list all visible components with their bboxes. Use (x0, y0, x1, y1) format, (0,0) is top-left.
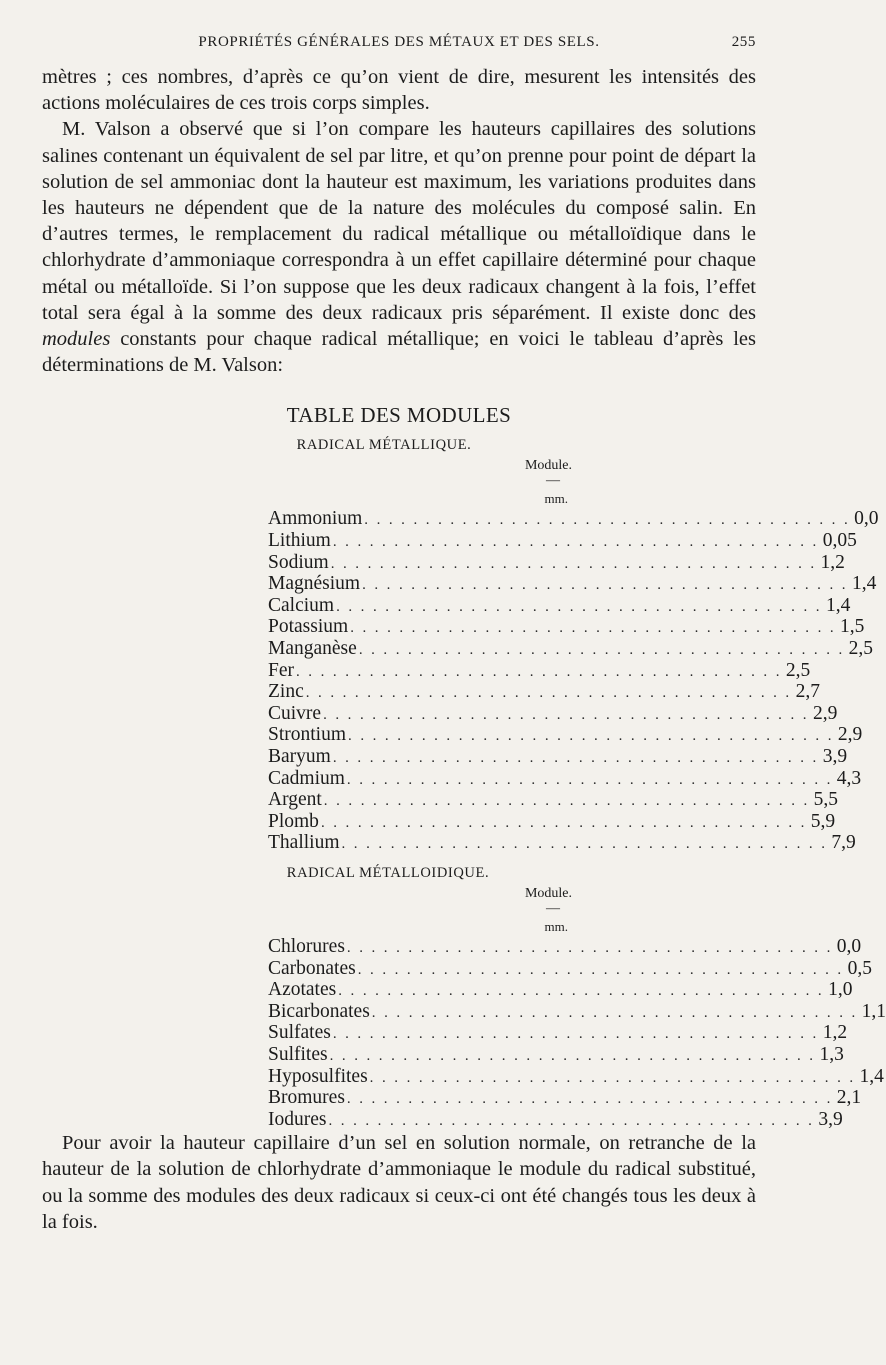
metalloidic-row (268, 1043, 844, 1066)
metallic-name: Sodium (268, 551, 329, 573)
metallic-row (268, 810, 836, 833)
dot-leader: . . . . . . . . . . . . . . . . . . . . . . . . . . . . . . . . . . . . . . . . (346, 939, 833, 956)
metallic-name: Argent (268, 789, 322, 811)
metalloidic-name: Sulfates (268, 1022, 331, 1044)
metalloidic-name: Bromures (268, 1087, 345, 1109)
paragraph-2 (42, 116, 756, 378)
dot-leader: . . . . . . . . . . . . . . . . . . . . . . . . . . . . . . . . . . . . . . . . (323, 706, 809, 723)
metallic-value: 2,5 (785, 659, 811, 681)
metalloidic-name: Bicarbonates (268, 1000, 370, 1022)
metallic-name: Plomb (268, 810, 319, 832)
metallic-value: 2,9 (837, 724, 863, 746)
metallic-value: 0,0 (854, 508, 879, 530)
metalloidic-value: 1,3 (819, 1043, 844, 1065)
metallic-row (268, 508, 879, 530)
metallic-name: Calcium (268, 594, 335, 616)
metalloidic-value: 1,1 (861, 1000, 886, 1022)
dot-leader: . . . . . . . . . . . . . . . . . . . . . . . . . . . . . . . . . . . . . . . . (362, 577, 848, 594)
metalloidic-value: 0,0 (836, 935, 862, 957)
metallic-name: Lithium (268, 530, 331, 552)
metalloidic-row (268, 935, 862, 958)
metalloidic-name: Iodures (268, 1108, 327, 1130)
metallic-name: Magnésium (268, 573, 361, 595)
metalloidic-table (268, 884, 886, 1130)
dot-leader: . . . . . . . . . . . . . . . . . . . . . . . . . . . . . . . . . . . . . . . . (323, 793, 810, 810)
dot-leader: . . . . . . . . . . . . . . . . . . . . . . . . . . . . . . . . . . . . . . . . (358, 642, 845, 658)
metallic-name: Fer (268, 659, 294, 681)
paragraph-2-emphasis: modules (42, 328, 111, 351)
metallic-row (268, 745, 848, 768)
dot-leader: . . . . . . . . . . . . . . . . . . . . . . . . . . . . . . . . . . . . . . . . (341, 836, 828, 853)
dot-leader: . . . . . . . . . . . . . . . . . . . . . . . . . . . . . . . . . . . . . . . . (332, 1026, 819, 1043)
metalloidic-column-header: Module. (524, 885, 572, 901)
metalloidic-heading: RADICAL MÉTALLOIDIQUE. (286, 864, 490, 881)
dot-leader: . . . . . . . . . . . . . . . . . . . . . . . . . . . . . . . . . . . . . . . . (357, 961, 844, 978)
metallic-row (268, 573, 877, 595)
metallic-value: 7,9 (831, 832, 856, 854)
table-title: TABLE DES MODULES (286, 403, 512, 428)
metallic-value: 5,9 (810, 810, 836, 832)
metalloidic-row (268, 1022, 848, 1044)
metalloidic-value: 1,4 (859, 1065, 884, 1087)
metallic-name: Zinc (268, 681, 304, 703)
dot-leader: . . . . . . . . . . . . . . . . . . . . . . . . . . . . . . . . . . . . . . . . (346, 771, 833, 788)
metallic-value: 3,9 (822, 745, 848, 767)
metallic-value: 1,5 (840, 616, 865, 638)
metalloidic-row (268, 979, 853, 1001)
metallic-name: Manganèse (268, 638, 357, 659)
metallic-row (268, 616, 865, 638)
dot-leader: . . . . . . . . . . . . . . . . . . . . . . . . . . . . . . . . . . . . . . . . (336, 598, 822, 615)
dot-leader: . . . . . . . . . . . . . . . . . . . . . . . . . . . . . . . . . . . . . . . . (332, 749, 819, 766)
paragraph-1: mètres ; ces nombres, d’après ce qu’on vient de dire, mesurent les intensités des actions moléculaires de ces trois corps simples. (42, 66, 756, 115)
dot-leader: . . . . . . . . . . . . . . . . . . . . . . . . . . . . . . . . . . . . . . . . (330, 555, 817, 572)
dot-leader: . . . . . . . . . . . . . . . . . . . . . . . . . . . . . . . . . . . . . . . . (371, 1004, 858, 1021)
dot-leader: . . . . . . . . . . . . . . . . . . . . . . . . . . . . . . . . . . . . . . . . (332, 534, 819, 551)
dot-leader: . . . . . . . . . . . . . . . . . . . . . . . . . . . . . . . . . . . . . . . . (328, 1112, 815, 1129)
metallic-unit: mm. (544, 491, 568, 507)
page-number: 255 (731, 34, 756, 50)
metallic-value: 0,05 (822, 530, 857, 552)
metallic-row (268, 551, 845, 574)
metalloidic-column-dash: — (546, 900, 560, 916)
metallic-row (268, 832, 856, 854)
metalloidic-row (268, 1065, 884, 1088)
metalloidic-value: 1,2 (822, 1022, 848, 1044)
metallic-value: 1,2 (820, 551, 845, 573)
dot-leader: . . . . . . . . . . . . . . . . . . . . . . . . . . . . . . . . . . . . . . . . (364, 512, 851, 529)
metallic-heading: RADICAL MÉTALLIQUE. (296, 437, 472, 454)
paragraph-3: Pour avoir la hauteur capillaire d’un sel en solution normale, on retranche de la hauteur de la solution de chlorhydrate d’ammoniaque le module du radical substitué, ou la somme des modules des deux radicaux si ceux-ci ont été changés tous les deux à la fois. (42, 1132, 756, 1233)
metallic-row (268, 638, 874, 660)
running-header (42, 20, 756, 64)
metalloidic-name: Chlorures (268, 935, 345, 957)
metallic-value: 2,7 (795, 681, 820, 703)
metalloidic-row (268, 1108, 843, 1131)
dot-leader: . . . . . . . . . . . . . . . . . . . . . . . . . . . . . . . . . . . . . . . . (348, 728, 834, 745)
metallic-value: 1,4 (825, 594, 851, 616)
metallic-row (268, 594, 851, 617)
metallic-row (268, 659, 811, 682)
dot-leader: . . . . . . . . . . . . . . . . . . . . . . . . . . . . . . . . . . . . . . . . (346, 1091, 833, 1108)
metalloidic-rows (268, 935, 886, 1130)
metallic-name: Cuivre (268, 702, 322, 724)
metallic-row (268, 789, 839, 811)
dot-leader: . . . . . . . . . . . . . . . . . . . . . . . . . . . . . . . . . . . . . . . . (338, 983, 825, 1000)
metallic-name: Ammonium (268, 508, 363, 530)
metallic-column-dash: — (546, 473, 560, 489)
metallic-row (268, 681, 820, 703)
metalloidic-row (268, 1000, 886, 1023)
metalloidic-value: 3,9 (818, 1108, 843, 1130)
metallic-name: Thallium (268, 832, 340, 854)
metalloidic-unit: mm. (544, 918, 568, 934)
metallic-rows (268, 508, 879, 854)
metallic-row (268, 702, 838, 725)
metallic-name: Cadmium (268, 767, 345, 789)
metallic-value: 1,4 (851, 573, 877, 595)
metallic-value: 2,5 (848, 638, 874, 659)
dot-leader: . . . . . . . . . . . . . . . . . . . . . . . . . . . . . . . . . . . . . . . . (369, 1069, 856, 1086)
dot-leader: . . . . . . . . . . . . . . . . . . . . . . . . . . . . . . . . . . . . . . . . (305, 685, 792, 702)
paragraph-2-text-b: constants pour chaque radical métallique; en voici le tableau d’après les déterminations de M. Valson: (42, 328, 757, 377)
metalloidic-row (268, 957, 872, 980)
metalloidic-name: Sulfites (268, 1043, 328, 1065)
running-title: PROPRIÉTÉS GÉNÉRALES DES MÉTAUX ET DES SELS. (198, 34, 600, 50)
dot-leader: . . . . . . . . . . . . . . . . . . . . . . . . . . . . . . . . . . . . . . . . (350, 620, 837, 637)
dot-leader: . . . . . . . . . . . . . . . . . . . . . . . . . . . . . . . . . . . . . . . . (320, 814, 807, 831)
metallic-row (268, 767, 862, 790)
dot-leader: . . . . . . . . . . . . . . . . . . . . . . . . . . . . . . . . . . . . . . . . (329, 1047, 816, 1064)
metalloidic-name: Azotates (268, 979, 337, 1001)
metalloidic-value: 0,5 (847, 957, 872, 979)
metalloidic-row (268, 1087, 862, 1109)
metallic-value: 2,9 (812, 702, 838, 724)
metallic-row (268, 530, 857, 552)
metallic-value: 5,5 (813, 789, 839, 811)
metallic-name: Strontium (268, 724, 347, 746)
metallic-name: Baryum (268, 745, 331, 767)
metallic-row (268, 724, 863, 746)
metalloidic-value: 2,1 (836, 1087, 862, 1109)
metalloidic-name: Carbonates (268, 957, 356, 979)
metallic-column-header: Module. (524, 458, 572, 474)
metalloidic-value: 1,0 (828, 979, 853, 1001)
metallic-value: 4,3 (836, 767, 862, 789)
book-page (0, 20, 886, 1365)
metallic-name: Potassium (268, 616, 349, 638)
metallic-table (268, 456, 879, 854)
dot-leader: . . . . . . . . . . . . . . . . . . . . . . . . . . . . . . . . . . . . . . . . (296, 663, 782, 680)
paragraph-2-text-a: M. Valson a observé que si l’on compare les hauteurs capillaires des solutions salines contenant un équivalent de sel par litre, et qu’on prenne pour point de départ la solution de sel ammoniac dont la hauteur est maximum, les variations produites dans les hauteurs ne dépendent que de la nature des molécules du composé salin. En d’autres termes, le remplacement du radical métallique ou métalloïdique dans le chlorhydrate d’ammoniaque correspondra à un effet capillaire déterminé pour chaque métal ou métalloïde. Si l’on suppose que les deux radicaux changent à la fois, l’effet total sera égal à la somme des deux radicaux pris séparément. Il existe donc des (42, 118, 756, 324)
metalloidic-name: Hyposulfites (268, 1065, 368, 1087)
